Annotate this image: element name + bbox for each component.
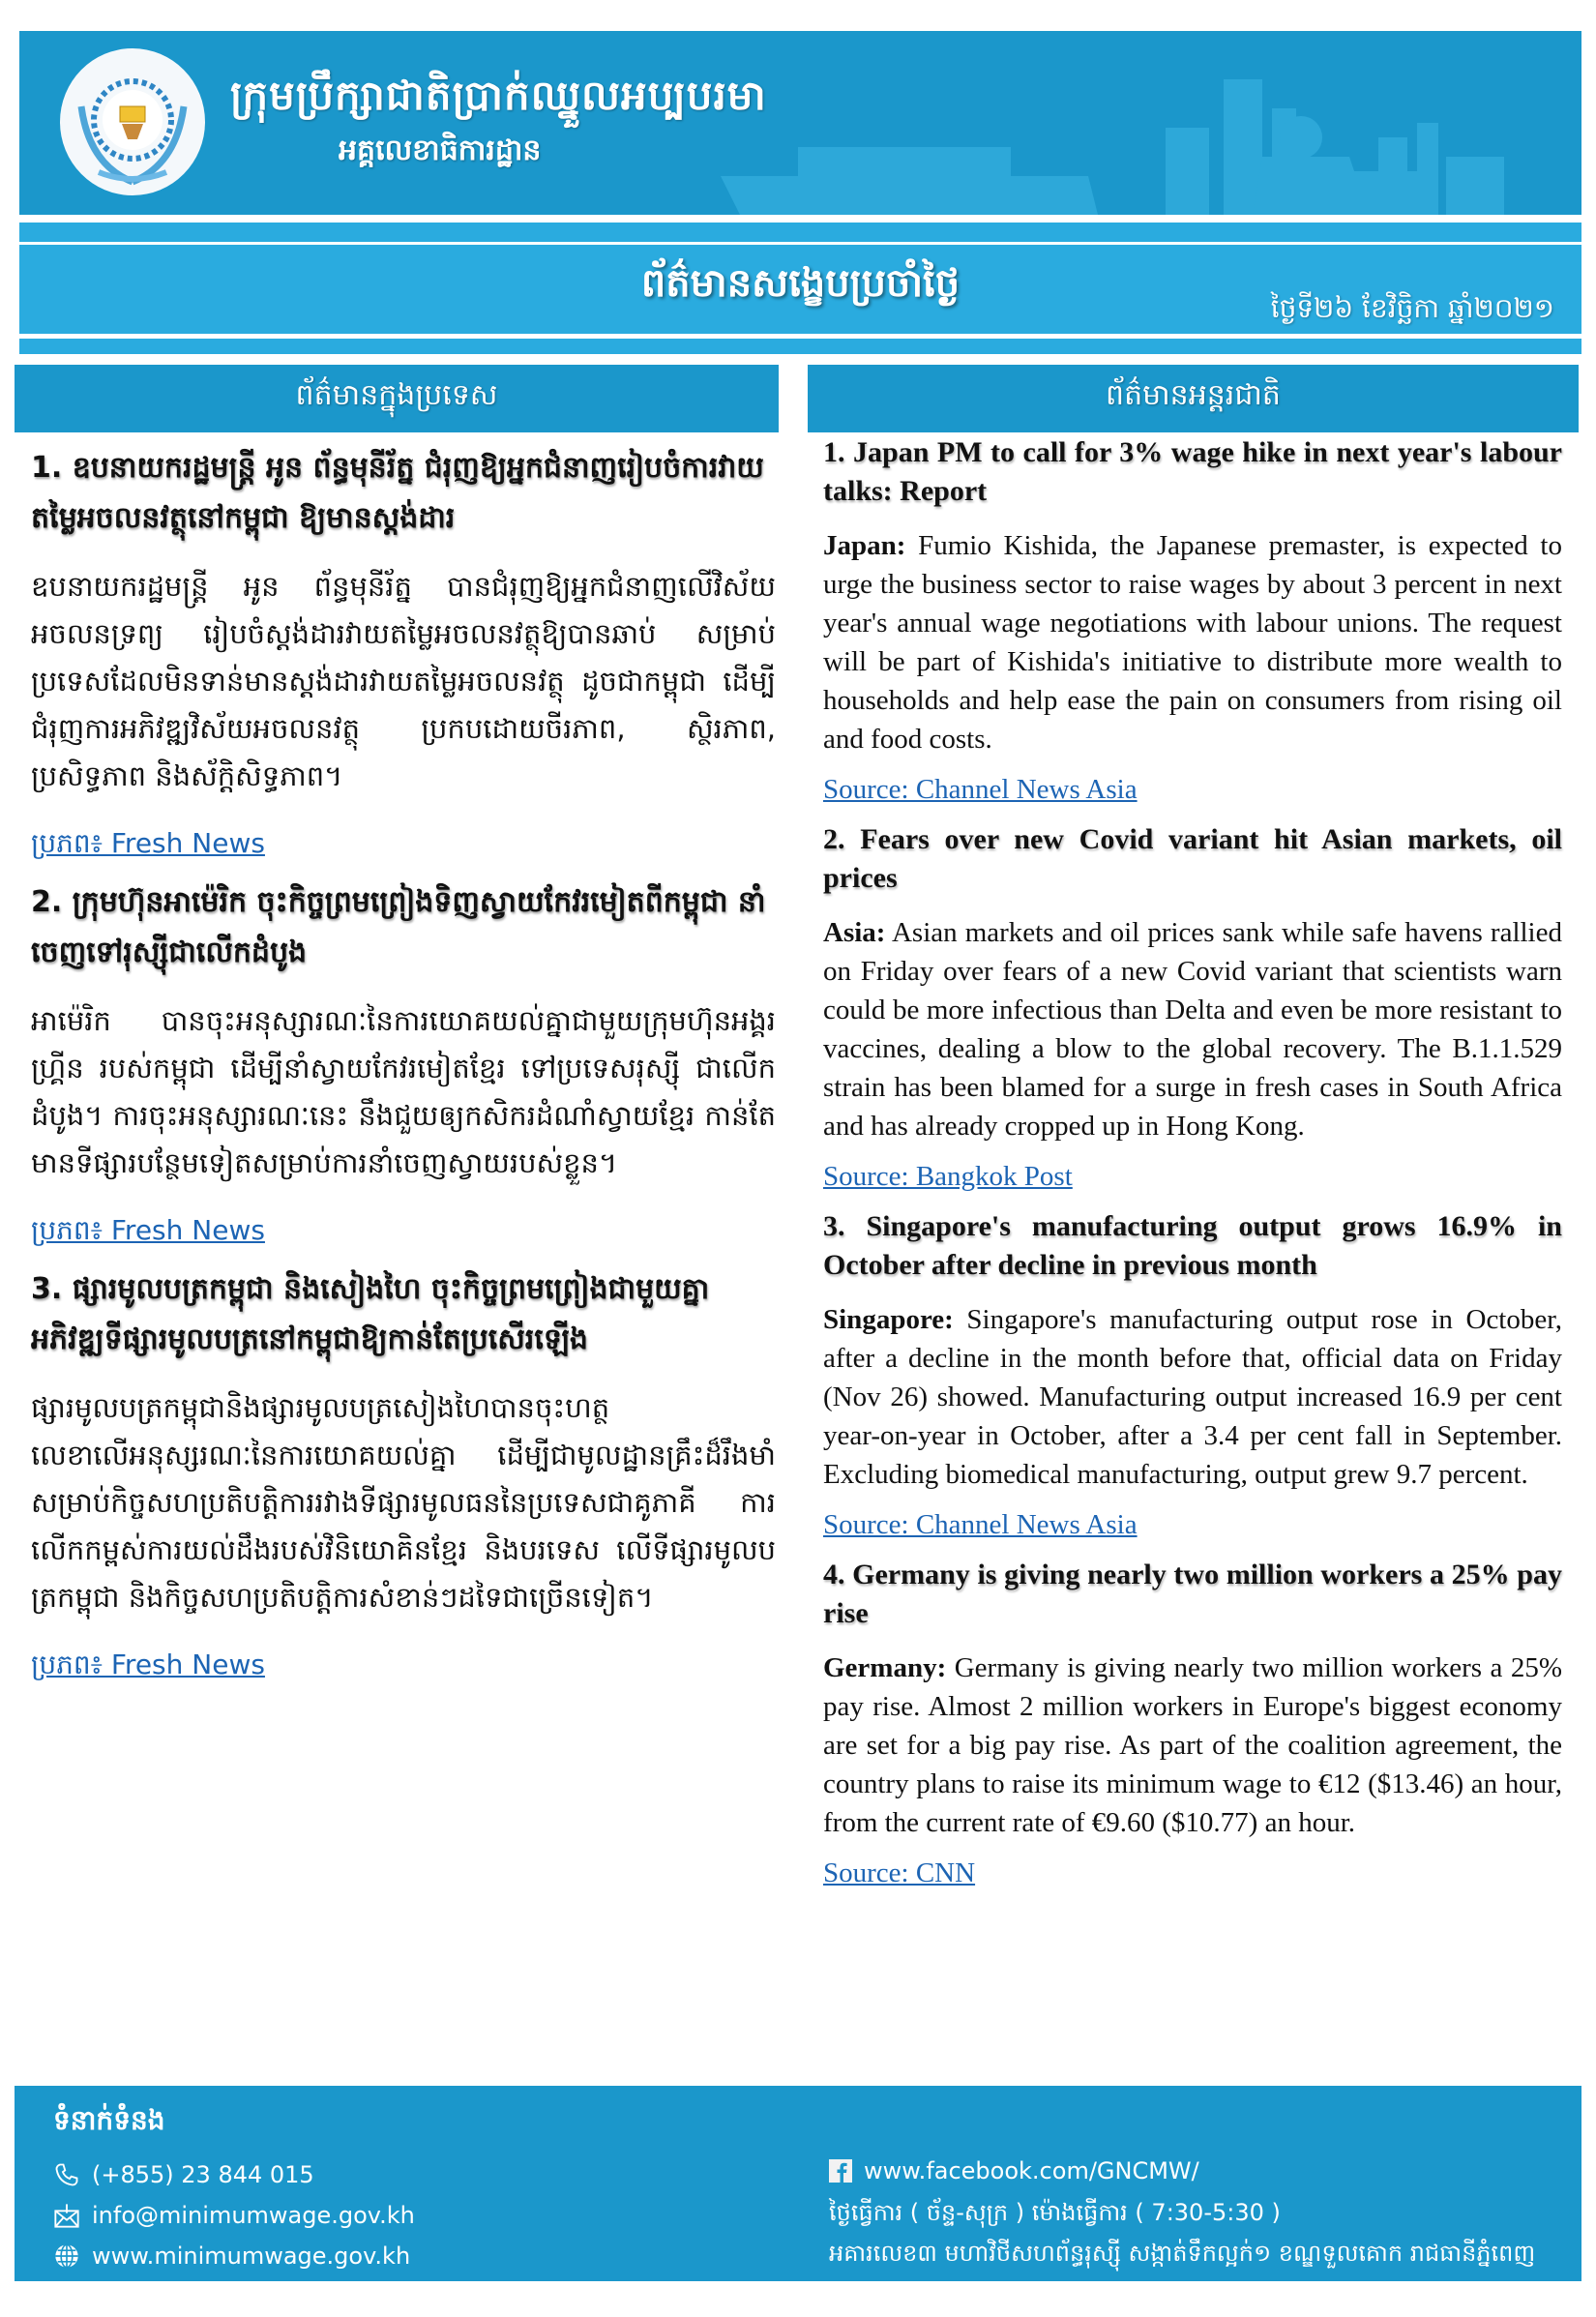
decorative-strip xyxy=(19,223,1581,242)
news-item xyxy=(823,1207,1562,1544)
facebook-row xyxy=(829,2157,1199,2184)
organization-subtitle: អគ្គលេខាធិការដ្ឋាន xyxy=(339,134,542,167)
news-title: 3. ផ្សារមូលបត្រកម្ពុជា និងសៀងហៃ ចុះកិច្ចព្រមព្រៀងជាមួយគ្នា អភិវឌ្ឍទីផ្សារមូលបត្រនៅកម្ពុជាឱ្យកាន់តែប្រសើរឡើង xyxy=(31,1272,710,1356)
phone-icon xyxy=(53,2161,80,2188)
news-text: Germany is giving nearly two million workers a 25% pay rise. Almost 2 million workers in Europe's biggest economy are set for a big pay rise. As part of the coalition agreement, the country plans to raise its minimum wage to €12 ($13.46) an hour, from the current rate of €9.60 ($10.77) an hour. xyxy=(823,1652,1562,1838)
news-body: ផ្សារមូលបត្រកម្ពុជានិងផ្សារមូលបត្រសៀងហៃបានចុះហត្ថលេខាលើអនុស្សរណៈនៃការយោគយល់គ្នា ដើម្បីជាមូលដ្ឋានគ្រឹះដ៏រឹងមាំសម្រាប់កិច្ចសហប្រតិបត្តិការរវាងទីផ្សារមូលធននៃប្រទេសជាគូភាគី ការលើកកម្ពស់ការយល់ដឹងរបស់វិនិយោគិនខ្មែរ និងបរទេស លើទីផ្សារមូលបត្រកម្ពុជា និងកិច្ចសហប្រតិបត្តិការសំខាន់ៗដទៃជាច្រើនទៀត។ xyxy=(31,1391,776,1614)
source-link[interactable]: Source: Channel News Asia xyxy=(823,1509,1138,1540)
source-link[interactable]: ប្រភព៖ Fresh News xyxy=(31,1214,265,1246)
news-body: ឧបនាយករដ្ឋមន្រ្តី អូន ព័ន្ធមុនីរ័ត្ន បានជំរុញឱ្យអ្នកជំនាញលើវិស័យអចលនទ្រព្យ រៀបចំស្តង់ដារវាយតម្លៃអចលនវត្ថុឱ្យបានឆាប់ សម្រាប់ប្រទេសដែលមិនទាន់មានស្តង់ដារវាយតម្លៃអចលនវត្ថុ ដូចជាកម្ពុជា ដើម្បីជំរុញការអភិវឌ្ឍវិស័យអចលនវត្ថុ ប្រកបដោយចីរភាព, ស្ថិរភាព, ប្រសិទ្ធភាព និងស័ក្តិសិទ្ធភាព។ xyxy=(31,570,776,792)
email-address[interactable]: info@minimumwage.gov.kh xyxy=(92,2202,415,2229)
international-news-column xyxy=(823,433,1562,1904)
globe-icon xyxy=(53,2243,80,2270)
news-body xyxy=(823,1649,1562,1842)
news-lead: Germany: xyxy=(823,1652,947,1683)
news-item xyxy=(31,443,776,866)
facebook-link[interactable]: www.facebook.com/GNCMW/ xyxy=(864,2157,1199,2184)
news-item xyxy=(823,1556,1562,1892)
source-link[interactable]: ប្រភព៖ Fresh News xyxy=(31,1649,265,1680)
news-title: 1. ឧបនាយករដ្ឋមន្រ្តី អូន ព័ន្ធមុនីរ័ត្ន ជំរុញឱ្យអ្នកជំនាញរៀបចំការវាយតម្លៃអចលនវត្ថុនៅកម្ពុជា ឱ្យមានស្តង់ដារ xyxy=(31,451,764,535)
organization-name: ក្រុមប្រឹក្សាជាតិប្រាក់ឈ្នួលអប្បបរមា xyxy=(230,72,767,119)
email-row xyxy=(53,2202,415,2229)
news-item xyxy=(31,877,776,1253)
news-item xyxy=(823,433,1562,809)
news-title: 3. Singapore's manufacturing output grows 16.9% in October after decline in previous month xyxy=(823,1210,1562,1281)
news-title: 2. Fears over new Covid variant hit Asian markets, oil prices xyxy=(823,823,1562,894)
skyline-illustration xyxy=(682,31,1552,215)
news-text: Asian markets and oil prices sank while safe havens rallied on Friday over fears of a new Covid variant that scientists warn could be more infectious than Delta and even be more resistant to vaccines, dealing a blow to the global recovery. The B.1.1.529 strain has been blamed for a surge in fresh cases in South Africa and has already cropped up in Hong Kong. xyxy=(823,917,1562,1142)
news-text: Singapore's manufacturing output rose in October, after a decline in the month before that, official data on Friday (Nov 26) showed. Manufacturing output increased 16.9 per cent year-on-year in October, after a 3.4 per cent fall in September. Excluding biomedical manufacturing, output grew 9.7 percent. xyxy=(823,1304,1562,1490)
news-body xyxy=(823,1300,1562,1494)
news-text: Fumio Kishida, the Japanese premaster, is expected to urge the business sector to raise wages by about 3 percent in next year's annual wage negotiations with labour unions. The request will be part of Kishida's initiative to distribute more wealth to households and help ease the pain on consumers from rising oil and food costs. xyxy=(823,530,1562,755)
source-link[interactable]: Source: Bangkok Post xyxy=(823,1161,1073,1192)
source-link[interactable]: ប្រភព៖ Fresh News xyxy=(31,827,265,859)
website-link[interactable]: www.minimumwage.gov.kh xyxy=(92,2243,411,2270)
news-lead: Asia: xyxy=(823,917,886,948)
news-item xyxy=(823,820,1562,1196)
domestic-news-heading: ព័ត៌មានក្នុងប្រទេស xyxy=(15,365,779,432)
title-band xyxy=(19,245,1581,334)
office-hours: ថ្ងៃធ្វើការ ( ច័ន្ទ-សុក្រ ) ម៉ោងធ្វើការ ( 7:30-5:30 ) xyxy=(829,2199,1281,2226)
news-lead: Singapore: xyxy=(823,1304,954,1335)
international-news-heading: ព័ត៌មានអន្តរជាតិ xyxy=(808,365,1579,432)
issue-date: ថ្ងៃទី២៦ ខែវិច្ឆិកា ឆ្នាំ២០២១ xyxy=(1270,292,1554,324)
contact-title: ទំនាក់ទំនង xyxy=(53,2104,165,2136)
decorative-strip xyxy=(19,339,1581,354)
phone-number[interactable]: (+855) 23 844 015 xyxy=(92,2161,314,2188)
news-body xyxy=(823,526,1562,758)
domestic-news-column xyxy=(31,443,776,1699)
organization-logo xyxy=(60,48,205,195)
website-row xyxy=(53,2243,410,2270)
news-body xyxy=(823,913,1562,1145)
page-title: ព័ត៌មានសង្ខេបប្រចាំថ្ងៃ xyxy=(640,261,961,306)
email-icon xyxy=(53,2202,80,2229)
news-body: អាម៉េរិក បានចុះអនុស្សារណៈនៃការយោគយល់គ្នាជាមួយក្រុមហ៊ុនអង្គរហ្រ្គីន របស់កម្ពុជា ដើម្បីនាំស្វាយកែវរមៀតខ្មែរ ទៅប្រទេសរុស្ស៊ី ជាលើកដំបូង។ ការចុះអនុស្សារណៈនេះ នឹងជួយឲ្យកសិករដំណាំស្វាយខ្មែរ កាន់តែមានទីផ្សារបន្ថែមទៀតសម្រាប់ការនាំចេញស្វាយរបស់ខ្លួន។ xyxy=(31,1004,776,1179)
header-banner xyxy=(19,31,1581,215)
source-link[interactable]: Source: CNN xyxy=(823,1857,976,1888)
news-item xyxy=(31,1264,776,1687)
news-title: 1. Japan PM to call for 3% wage hike in next year's labour talks: Report xyxy=(823,436,1562,507)
news-title: 2. ក្រុមហ៊ុនអាម៉េរិក ចុះកិច្ចព្រមព្រៀងទិញស្វាយកែវរមៀតពីកម្ពុជា នាំចេញទៅរុស្ស៊ីជាលើកដំបូង xyxy=(31,885,766,969)
footer-contact xyxy=(15,2086,1581,2281)
news-lead: Japan: xyxy=(823,530,906,561)
phone-row xyxy=(53,2161,314,2188)
source-link[interactable]: Source: Channel News Asia xyxy=(823,774,1138,805)
office-address: អគារលេខ៣ មហាវិថីសហព័ន្ធរុស្ស៊ី សង្កាត់ទឹកល្អក់១ ខណ្ឌទួលគោក រាជធានីភ្នំពេញ xyxy=(829,2240,1536,2267)
facebook-icon xyxy=(829,2159,852,2183)
news-title: 4. Germany is giving nearly two million workers a 25% pay rise xyxy=(823,1559,1562,1629)
